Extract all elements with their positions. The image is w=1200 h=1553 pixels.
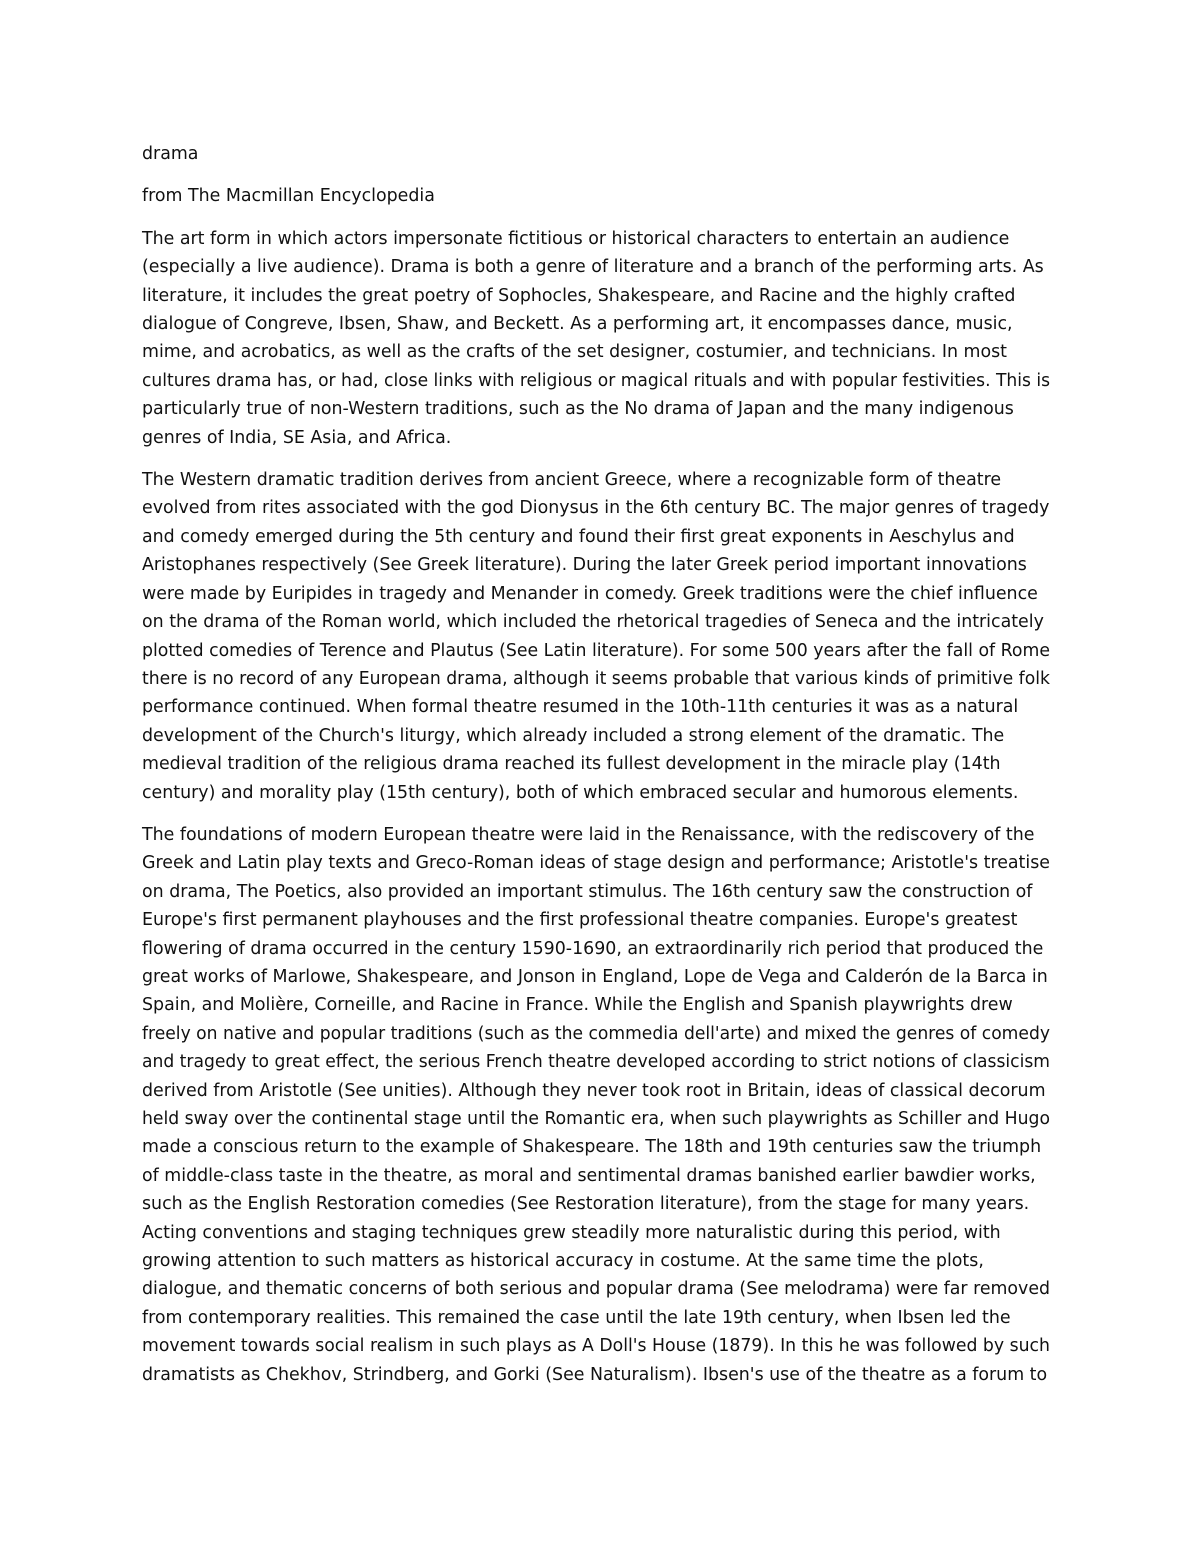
- text-line: Acting conventions and staging techniques grew steadily more naturalistic during this period, with: [142, 1222, 1001, 1243]
- document-body: [142, 225, 1050, 1389]
- text-line: derived from Aristotle (See unities). Although they never took root in Britain, ideas of classical decorum: [142, 1080, 1046, 1101]
- text-line: dialogue, and thematic concerns of both serious and popular drama (See melodrama) were far removed: [142, 1279, 1051, 1300]
- text-line: held sway over the continental stage until the Romantic era, when such playwrights as Schiller and Hugo: [142, 1109, 1051, 1129]
- text-line: on drama, The Poetics, also provided an important stimulus. The 16th century saw the construction of: [142, 881, 1033, 902]
- text-line: particularly true of non-Western traditions, such as the No drama of Japan and the many indigenous: [142, 399, 1014, 420]
- text-line: Aristophanes respectively (See Greek literature). During the later Greek period important innovations: [142, 555, 1027, 576]
- paragraph: [142, 821, 1050, 1389]
- text-line: literature, it includes the great poetry of Sophocles, Shakespeare, and Racine and the highly crafted: [142, 285, 1016, 306]
- text-line: freely on native and popular traditions (such as the commedia dell'arte) and mixed the genres of comedy: [142, 1023, 1050, 1044]
- text-line: movement towards social realism in such plays as A Doll's House (1879). In this he was followed by such: [142, 1336, 1050, 1357]
- text-line: on the drama of the Roman world, which included the rhetorical tragedies of Seneca and the intricately: [142, 612, 1044, 633]
- text-line: cultures drama has, or had, close links with religious or magical rituals and with popular festivities. This is: [142, 370, 1051, 391]
- text-line: Greek and Latin play texts and Greco-Roman ideas of stage design and performance; Aristotle's treatise: [142, 853, 1050, 874]
- text-line: and comedy emerged during the 5th century and found their first great exponents in Aeschylus and: [142, 526, 1015, 547]
- document-title: drama: [142, 144, 199, 164]
- text-line: dramatists as Chekhov, Strindberg, and Gorki (See Naturalism). Ibsen's use of the theatre as a forum to: [142, 1364, 1048, 1385]
- text-line: genres of India, SE Asia, and Africa.: [142, 427, 452, 448]
- text-line: dialogue of Congreve, Ibsen, Shaw, and Beckett. As a performing art, it encompasses dance, music,: [142, 314, 1013, 335]
- text-line: The foundations of modern European theatre were laid in the Renaissance, with the rediscovery of the: [142, 824, 1035, 845]
- text-line: made a conscious return to the example of Shakespeare. The 18th and 19th centuries saw the triumph: [142, 1137, 1042, 1158]
- text-line: Europe's first permanent playhouses and the first professional theatre companies. Europe's greatest: [142, 910, 1018, 931]
- document-source: from The Macmillan Encyclopedia: [142, 186, 435, 207]
- text-line: from contemporary realities. This remained the case until the late 19th century, when Ibsen led the: [142, 1307, 1011, 1328]
- text-line: great works of Marlowe, Shakespeare, and Jonson in England, Lope de Vega and Calderón de la Barca in: [142, 966, 1048, 987]
- text-line: development of the Church's liturgy, which already included a strong element of the dramatic. The: [142, 725, 1005, 746]
- paragraph: [142, 466, 1050, 807]
- text-line: century) and morality play (15th century), both of which embraced secular and humorous elements.: [142, 782, 1019, 803]
- text-line: plotted comedies of Terence and Plautus (See Latin literature). For some 500 years after the fall of Rome: [142, 640, 1050, 661]
- text-line: flowering of drama occurred in the century 1590-1690, an extraordinarily rich period that produced the: [142, 938, 1044, 959]
- text-line: The Western dramatic tradition derives from ancient Greece, where a recognizable form of theatre: [142, 470, 1002, 491]
- text-line: and tragedy to great effect, the serious French theatre developed according to strict notions of classicism: [142, 1052, 1050, 1073]
- text-line: growing attention to such matters as historical accuracy in costume. At the same time the plots,: [142, 1251, 984, 1272]
- paragraph: [142, 225, 1050, 452]
- text-line: (especially a live audience). Drama is both a genre of literature and a branch of the performing arts. As: [142, 257, 1044, 278]
- text-line: evolved from rites associated with the god Dionysus in the 6th century BC. The major genres of tragedy: [142, 498, 1050, 519]
- text-line: were made by Euripides in tragedy and Menander in comedy. Greek traditions were the chief influence: [142, 583, 1038, 604]
- text-line: of middle-class taste in the theatre, as moral and sentimental dramas banished earlier bawdier works,: [142, 1165, 1036, 1186]
- text-line: medieval tradition of the religious drama reached its fullest development in the miracle play (14th: [142, 754, 1001, 775]
- text-line: The art form in which actors impersonate fictitious or historical characters to entertain an audience: [142, 228, 1010, 249]
- text-line: mime, and acrobatics, as well as the crafts of the set designer, costumier, and technicians. In most: [142, 342, 1007, 363]
- text-line: there is no record of any European drama, although it seems probable that various kinds of primitive folk: [142, 668, 1051, 689]
- text-line: performance continued. When formal theatre resumed in the 10th-11th centuries it was as a natural: [142, 697, 1019, 718]
- text-line: Spain, and Molière, Corneille, and Racine in France. While the English and Spanish playwrights drew: [142, 995, 1013, 1016]
- text-line: such as the English Restoration comedies (See Restoration literature), from the stage for many years.: [142, 1194, 1030, 1215]
